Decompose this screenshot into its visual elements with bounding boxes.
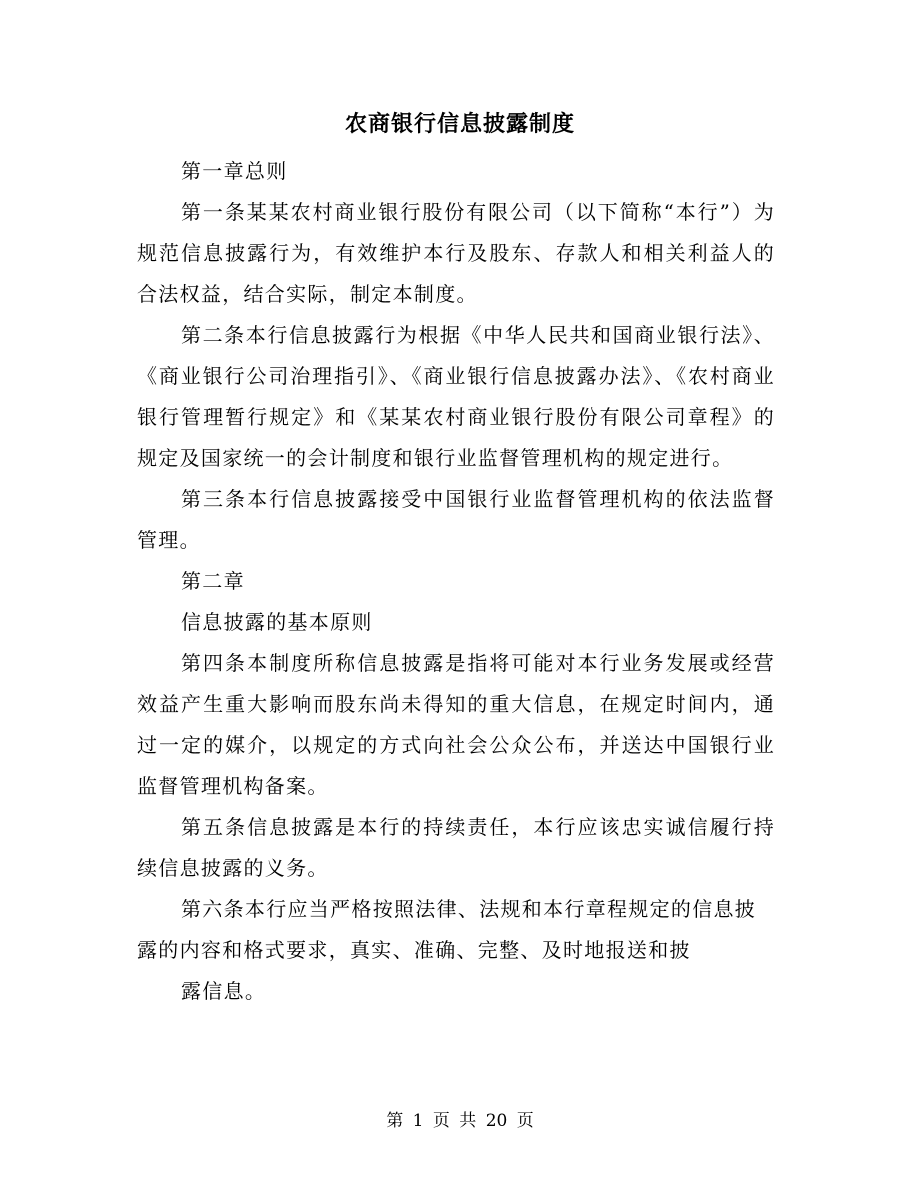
chapter-heading: 第一章总则 bbox=[181, 159, 288, 183]
article-paragraph: 第一条某某农村商业银行股份有限公司（以下简称“本行”）为规范信息披露行为，有效维护本行及股东、存款人和相关利益人的合法权益，结合实际，制定本制度。 bbox=[137, 200, 775, 306]
chapter-heading: 第二章 bbox=[181, 569, 245, 593]
article-paragraph: 第三条本行信息披露接受中国银行业监督管理机构的依法监督管理。 bbox=[137, 487, 775, 552]
article-paragraph: 第四条本制度所称信息披露是指将可能对本行业务发展或经营效益产生重大影响而股东尚未得知的重大信息，在规定时间内，通过一定的媒介，以规定的方式向社会公众公布，并送达中国银行业监督管理机构备案。 bbox=[137, 651, 775, 798]
continuation-line: 露信息。 bbox=[181, 979, 267, 1003]
document-title: 农商银行信息披露制度 bbox=[344, 112, 575, 137]
page-number-footer: 第 1 页 共 20 页 bbox=[386, 1111, 534, 1131]
article-paragraph: 第二条本行信息披露行为根据《中华人民共和国商业银行法》、《商业银行公司治理指引》、《商业银行信息披露办法》、《农村商业银行管理暂行规定》和《某某农村商业银行股份有限公司章程》的规定及国家统一的会计制度和银行业监督管理机构的规定进行。 bbox=[137, 323, 775, 470]
article-paragraph: 第六条本行应当严格按照法律、法规和本行章程规定的信息披露的内容和格式要求，真实、准确、完整、及时地报送和披 bbox=[137, 897, 757, 962]
section-heading: 信息披露的基本原则 bbox=[181, 610, 373, 634]
document-body bbox=[137, 151, 775, 1012]
article-paragraph: 第五条信息披露是本行的持续责任，本行应该忠实诚信履行持续信息披露的义务。 bbox=[137, 815, 775, 880]
